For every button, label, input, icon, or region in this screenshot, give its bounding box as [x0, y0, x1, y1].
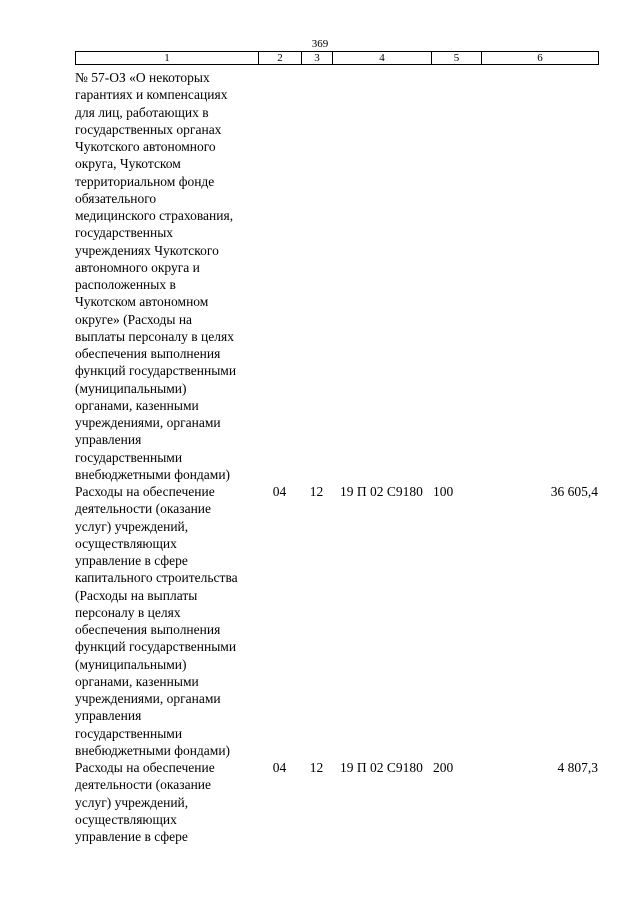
- table-row: [75, 759, 598, 845]
- expense-name: Расходы на обеспечение деятельности (оказание услуг) учреждений, осуществляющих управление в сфере капитального строительства (Расходы на выплаты персоналу в целях обеспечения выполнения функций государственными (муниципальными) органами, казенными учреждениями, органами управления государственными внебюджетными фондами): [75, 484, 238, 758]
- page-number: 369: [311, 38, 329, 50]
- table-row: [75, 69, 598, 483]
- amount: 4 807,3: [557, 760, 598, 775]
- budget-table-body: [75, 69, 598, 845]
- column-header-2: 2: [259, 52, 302, 65]
- subsection-code: [301, 69, 332, 483]
- column-header-6: 6: [482, 52, 599, 65]
- section-code: 04: [272, 760, 287, 775]
- table-row: [75, 483, 598, 759]
- target-article-code: 19 П 02 С9180: [340, 760, 423, 775]
- column-number-header: [75, 51, 599, 65]
- amount: [481, 69, 598, 483]
- target-article-code: 19 П 02 С9180: [340, 484, 423, 499]
- target-article-code: [332, 69, 431, 483]
- section-code: 04: [272, 484, 287, 499]
- subsection-code: 12: [309, 484, 324, 499]
- column-number-row: [76, 52, 599, 65]
- column-header-5: 5: [432, 52, 482, 65]
- section-code: [258, 69, 301, 483]
- column-header-3: 3: [302, 52, 333, 65]
- expense-type-code: 100: [433, 484, 454, 499]
- expense-type-code: 200: [433, 760, 454, 775]
- expense-name: № 57-ОЗ «О некоторых гарантиях и компенсациях для лиц, работающих в государственных органах Чукотского автономного округа, Чукотском территориальном фонде обязательного медицинского страхования, государственных учреждениях Чукотского автономного округа и расположенных в Чукотском автономном округе» (Расходы на выплаты персоналу в целях обеспечения выполнения функций государственными (муниципальными) органами, казенными учреждениями, органами управления государственными внебюджетными фондами): [75, 70, 237, 482]
- column-header-4: 4: [333, 52, 432, 65]
- amount: 36 605,4: [550, 484, 598, 499]
- column-header-1: 1: [76, 52, 259, 65]
- expense-name: Расходы на обеспечение деятельности (оказание услуг) учреждений, осуществляющих управление в сфере: [75, 760, 215, 844]
- subsection-code: 12: [309, 760, 324, 775]
- expense-type-code: [431, 69, 481, 483]
